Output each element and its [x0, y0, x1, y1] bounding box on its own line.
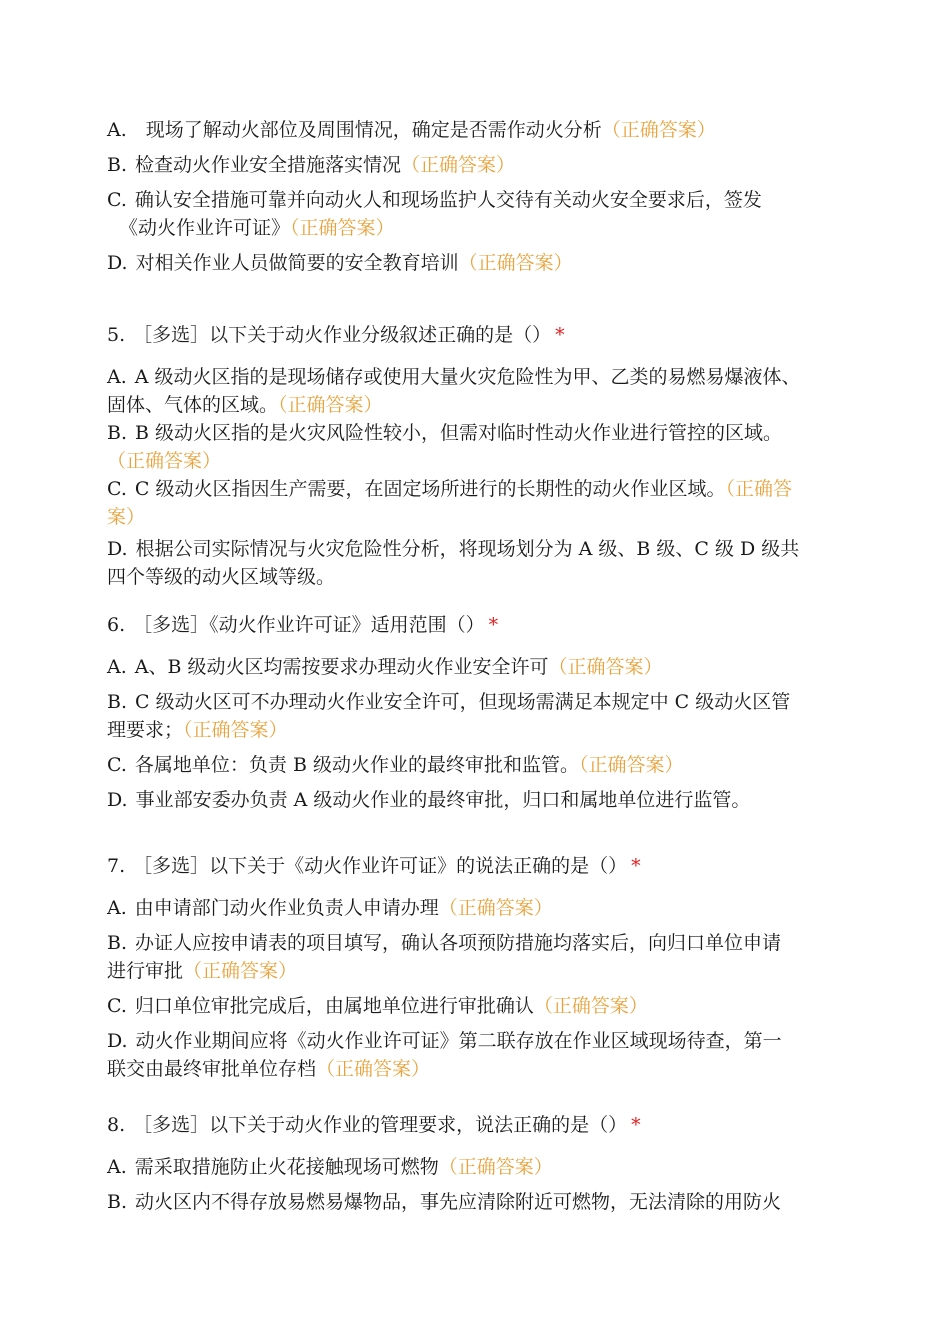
option-text: 对相关作业人员做简要的安全教育培训: [135, 252, 459, 274]
question-number: 6.: [107, 614, 126, 636]
option-b: [107, 688, 852, 716]
option-text: 需采取措施防止火花接触现场可燃物: [134, 1156, 439, 1178]
required-star: *: [631, 855, 641, 877]
option-letter: C.: [107, 478, 127, 500]
option-letter: B.: [107, 1191, 128, 1213]
correct-answer-tag: （正确答案）: [183, 719, 288, 741]
option-d-continued: [107, 563, 852, 591]
option-c-continued: [107, 503, 852, 531]
question-6: [107, 611, 852, 814]
option-d-continued: [107, 1055, 852, 1083]
option-a: [107, 1153, 852, 1181]
option-d: [107, 786, 852, 814]
option-d: [107, 535, 852, 563]
option-text-continued: 《动火作业许可证》: [119, 217, 291, 239]
option-c: [107, 751, 852, 779]
option-b: [107, 929, 852, 957]
required-star: *: [555, 324, 565, 346]
option-letter: C.: [107, 189, 127, 211]
correct-answer-tag: （正确答: [725, 478, 793, 500]
correct-answer-tag: （正确答案）: [316, 1058, 431, 1080]
option-text: C 级动火区可不办理动火作业安全许可，但现场需满足本规定中 C 级动火区管: [135, 691, 791, 713]
option-text: B 级动火区指的是火灾风险性较小，但需对临时性动火作业进行管控的区域。: [135, 422, 783, 444]
option-text: 各属地单位：负责 B 级动火作业的最终审批和监管。: [134, 754, 579, 776]
option-letter: B.: [107, 932, 128, 954]
correct-answer-tag: （正确答案）: [601, 119, 716, 141]
option-c: [107, 186, 852, 214]
correct-answer-tag: （正确答案）: [533, 995, 648, 1017]
quiz-document: [107, 116, 852, 1216]
option-letter: C.: [107, 754, 127, 776]
option-text-continued: 理要求；: [107, 719, 184, 741]
question-8: [107, 1111, 852, 1216]
option-b-continued: [107, 957, 852, 985]
question-title: [107, 852, 852, 880]
option-text-continued: 进行审批: [107, 960, 184, 982]
option-d: [107, 1027, 852, 1055]
correct-answer-tag: （正确答案）: [183, 960, 298, 982]
option-letter: B.: [107, 154, 128, 176]
correct-answer-tag: （正确答案）: [458, 252, 573, 274]
option-c-continued: [107, 214, 852, 242]
option-letter: B.: [107, 422, 128, 444]
correct-answer-tag: （正确答案）: [278, 394, 383, 416]
option-text-continued: 固体、气体的区域。: [107, 394, 279, 416]
option-text: 检查动火作业安全措施落实情况: [135, 154, 402, 176]
option-b: [107, 1188, 852, 1216]
question-title: [107, 1111, 852, 1139]
option-a-continued: [107, 391, 852, 419]
option-text: 事业部安委办负责 A 级动火作业的最终审批，归口和属地单位进行监管。: [135, 789, 751, 811]
correct-answer-tag: （正确答案）: [401, 154, 516, 176]
correct-answer-tag: （正确答案）: [438, 1156, 553, 1178]
option-text: 根据公司实际情况与火灾危险性分析，将现场划分为 A 级、B 级、C 级 D 级共: [135, 538, 800, 560]
option-letter: D.: [107, 538, 128, 560]
required-star: *: [488, 614, 499, 636]
option-letter: D.: [107, 789, 128, 811]
correct-answer-tag: （正确答案）: [578, 754, 684, 776]
question-4-options: [107, 116, 852, 277]
option-letter: A.: [107, 656, 127, 678]
option-letter: A.: [107, 119, 127, 141]
option-b-continued: [107, 716, 852, 744]
correct-answer-tag: （正确答案）: [107, 450, 222, 472]
question-text: ［多选］以下关于动火作业分级叙述正确的是（）: [133, 324, 552, 346]
option-b-continued: [107, 447, 852, 475]
option-text: A、B 级动火区均需按要求办理动火作业安全许可: [134, 656, 549, 678]
question-number: 8.: [107, 1114, 126, 1136]
question-number: 5.: [107, 324, 126, 346]
option-letter: D.: [107, 1030, 128, 1052]
option-text-continued: 四个等级的动火区域等级。: [107, 566, 336, 588]
option-c: [107, 475, 852, 503]
correct-answer-tag-continued: 案）: [107, 506, 146, 528]
option-letter: A.: [107, 366, 127, 388]
question-text: ［多选］以下关于《动火作业许可证》的说法正确的是（）: [133, 855, 628, 877]
option-text: 动火作业期间应将《动火作业许可证》第二联存放在作业区域现场待查，第一: [135, 1030, 782, 1052]
option-a: [107, 116, 852, 144]
option-letter: C.: [107, 995, 127, 1017]
option-text-continued: 联交由最终审批单位存档: [107, 1058, 317, 1080]
option-text: 现场了解动火部位及周围情况，确定是否需作动火分析: [126, 119, 602, 141]
required-star: *: [631, 1114, 641, 1136]
option-text: C 级动火区指因生产需要，在固定场所进行的长期性的动火作业区域。: [134, 478, 726, 500]
option-a: [107, 653, 852, 681]
option-text: 确认安全措施可靠并向动火人和现场监护人交待有关动火安全要求后，签发: [134, 189, 762, 211]
option-text: 归口单位审批完成后，由属地单位进行审批确认: [134, 995, 534, 1017]
correct-answer-tag: （正确答案）: [290, 217, 395, 239]
question-text: ［多选］《动火作业许可证》适用范围（）: [133, 614, 485, 636]
option-text: 办证人应按申请表的项目填写，确认各项预防措施均落实后，向归口单位申请: [135, 932, 782, 954]
option-letter: D.: [107, 252, 128, 274]
option-b: [107, 419, 852, 447]
option-letter: A.: [107, 897, 127, 919]
option-letter: A.: [107, 1156, 127, 1178]
option-a: [107, 363, 852, 391]
option-b: [107, 151, 852, 179]
option-d: [107, 249, 852, 277]
option-letter: B.: [107, 691, 128, 713]
option-text: A 级动火区指的是现场储存或使用大量火灾危险性为甲、乙类的易燃易爆液体、: [134, 366, 801, 388]
option-c: [107, 992, 852, 1020]
correct-answer-tag: （正确答案）: [548, 656, 663, 678]
question-7: [107, 852, 852, 1083]
option-text: 由申请部门动火作业负责人申请办理: [134, 897, 439, 919]
question-text: ［多选］以下关于动火作业的管理要求，说法正确的是（）: [133, 1114, 628, 1136]
option-a: [107, 894, 852, 922]
correct-answer-tag: （正确答案）: [438, 897, 553, 919]
question-title: [107, 321, 852, 349]
question-number: 7.: [107, 855, 126, 877]
question-title: [107, 611, 852, 639]
option-text: 动火区内不得存放易燃易爆物品，事先应清除附近可燃物，无法清除的用防火: [135, 1191, 782, 1213]
question-5: [107, 321, 852, 591]
